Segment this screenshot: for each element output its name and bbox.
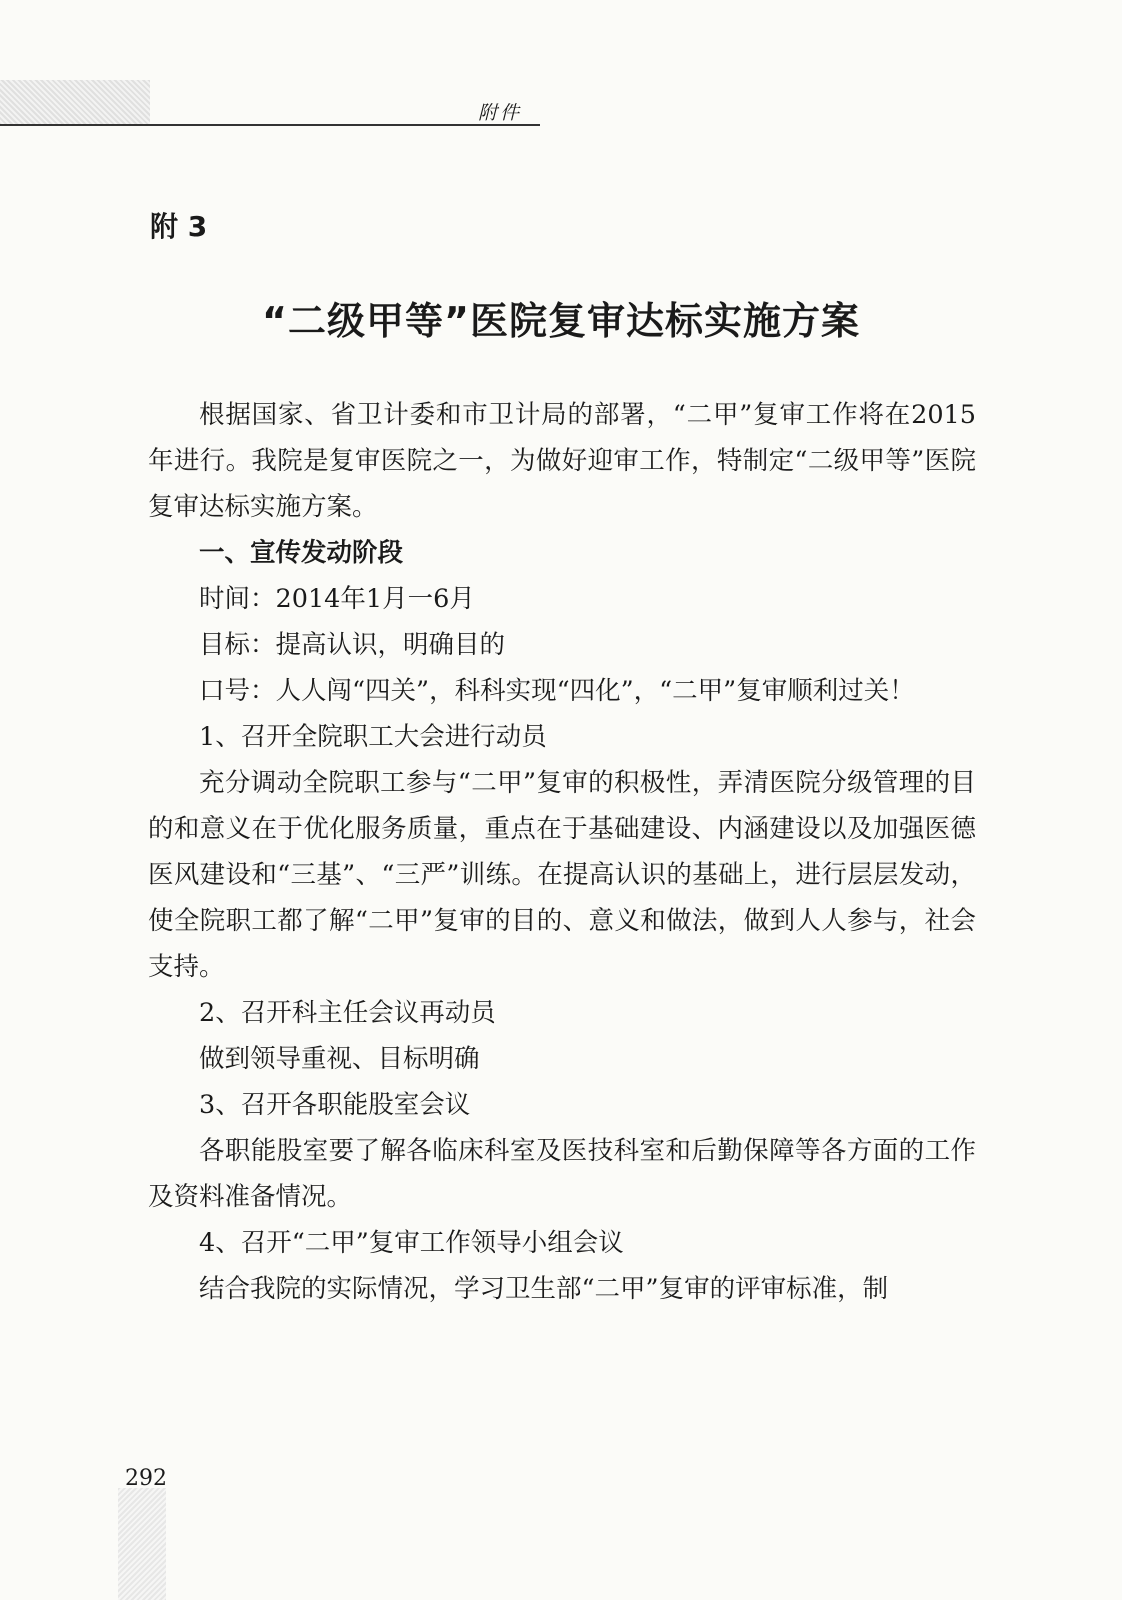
goal-line: 目标：提高认识，明确目的 <box>199 630 506 660</box>
slogan-line: 口号：人人闯“四关”，科科实现“四化”，“二甲”复审顺利过关！ <box>199 676 915 706</box>
body-paragraph: 各职能股室要了解各临床科室及医技科室和后勤保障等各方面的工作及资料准备情况。 <box>148 1136 976 1212</box>
item-heading: 3、召开各职能股室会议 <box>199 1090 471 1120</box>
item-heading: 1、召开全院职工大会进行动员 <box>199 722 547 752</box>
section-heading: 一、宣传发动阶段 <box>199 538 404 568</box>
time-line: 时间：2014年1月一6月 <box>199 584 475 614</box>
body-paragraph: 结合我院的实际情况，学习卫生部“二甲”复审的评审标准，制 <box>199 1274 889 1304</box>
document-body <box>148 392 976 1312</box>
intro-paragraph: 根据国家、省卫计委和市卫计局的部署，“二甲”复审工作将在2015年进行。我院是复审医院之一，为做好迎审工作，特制定“二级甲等”医院复审达标实施方案。 <box>148 400 976 522</box>
item-heading: 4、召开“二甲”复审工作领导小组会议 <box>199 1228 624 1258</box>
scan-shading <box>0 80 150 125</box>
body-paragraph: 做到领导重视、目标明确 <box>199 1044 480 1074</box>
item-heading: 2、召开科主任会议再动员 <box>199 998 496 1028</box>
header-rule <box>0 124 540 126</box>
body-paragraph: 充分调动全院职工参与“二甲”复审的积极性，弄清医院分级管理的目的和意义在于优化服务质量，重点在于基础建设、内涵建设以及加强医德医风建设和“三基”、“三严”训练。在提高认识的基础上，进行层层发动，使全院职工都了解“二甲”复审的目的、意义和做法，做到人人参与，社会支持。 <box>148 768 976 982</box>
running-header: 附件 <box>478 102 523 124</box>
page-number: 292 <box>125 1466 167 1491</box>
document-title: “二级甲等”医院复审达标实施方案 <box>262 299 860 343</box>
appendix-number: 附 3 <box>150 210 208 243</box>
scan-shading-bottom <box>118 1488 166 1600</box>
